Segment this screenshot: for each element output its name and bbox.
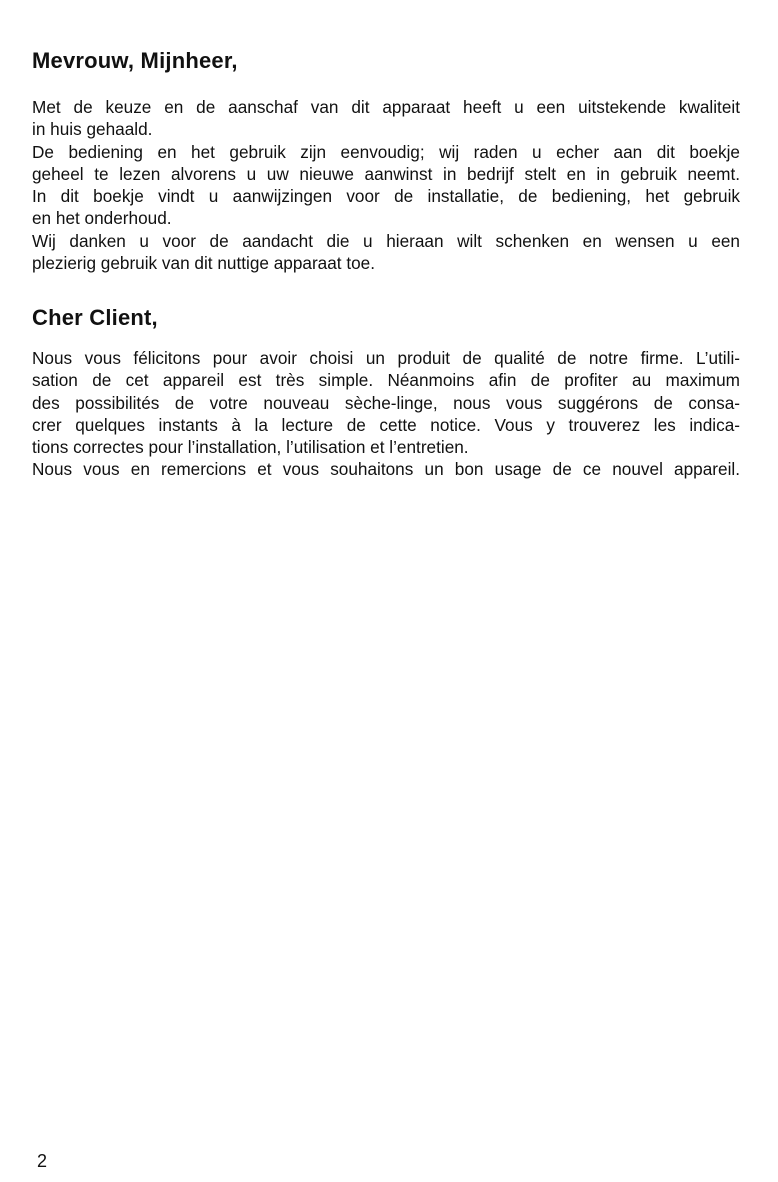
heading-dutch: Mevrouw, Mijnheer,: [32, 48, 238, 73]
text-line: Wij danken u voor de aandacht die u hieraan wilt schenken en wensen u een: [32, 230, 740, 251]
text-line: plezierig gebruik van dit nuttige apparaat toe.: [32, 253, 376, 274]
text-line: crer quelques instants à la lecture de cette notice. Vous y trouverez les indica-: [32, 414, 740, 435]
text-line: en het onderhoud.: [32, 208, 172, 229]
page-number: 2: [37, 1151, 48, 1171]
text-line: geheel te lezen alvorens u uw nieuwe aanwinst in bedrijf stelt en in gebruik neemt.: [32, 163, 740, 184]
text-line: Nous vous félicitons pour avoir choisi un produit de qualité de notre firme. L’utili-: [32, 348, 740, 368]
text-line: Nous vous en remercions et vous souhaitons un bon usage de ce nouvel appareil.: [32, 459, 740, 480]
text-line: De bediening en het gebruik zijn eenvoudig; wij raden u echer aan dit boekje: [32, 141, 740, 162]
text-line: des possibilités de votre nouveau sèche-linge, nous vous suggérons de consa-: [32, 392, 740, 413]
text-line: sation de cet appareil est très simple. Néanmoins afin de profiter au maximum: [32, 370, 740, 391]
heading-french: Cher Client,: [32, 305, 158, 330]
text-line: in huis gehaald.: [32, 119, 153, 140]
text-line: tions correctes pour l’installation, l’utilisation et l’entretien.: [32, 437, 469, 458]
text-line: Met de keuze en de aanschaf van dit apparaat heeft u een uitstekende kwaliteit: [32, 97, 740, 117]
paragraph-dutch: [32, 96, 740, 274]
paragraph-french: [32, 347, 740, 481]
text-line: In dit boekje vindt u aanwijzingen voor de installatie, de bediening, het gebruik: [32, 186, 740, 207]
